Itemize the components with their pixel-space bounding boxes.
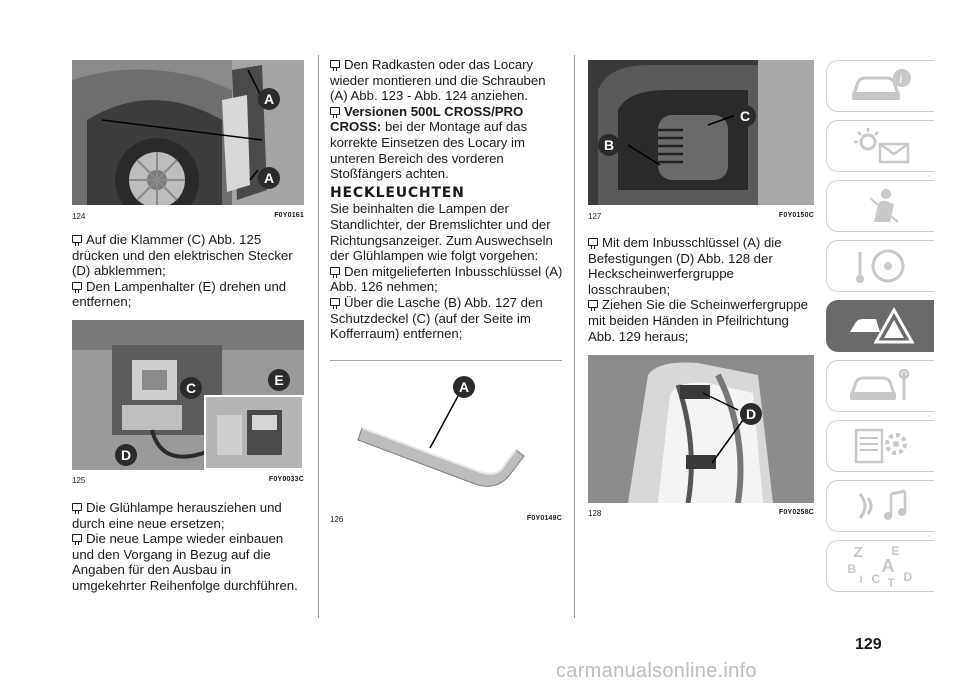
warning-lights-icon — [846, 126, 916, 166]
figure-126-image — [330, 368, 562, 508]
label-b: B — [598, 134, 620, 156]
index-letter: A — [881, 556, 895, 576]
step-paragraph: Den Lampenhalter (E) drehen und entfernen; — [72, 278, 287, 310]
watermark-text: carmanualsonline.info — [556, 660, 757, 682]
figure-code: F0Y0149C — [526, 515, 562, 522]
label-d: D — [115, 444, 137, 466]
step-paragraph: Die Glühlampe herausziehen und durch eine neue ersetzen; — [72, 500, 282, 531]
tab-car-info[interactable] — [826, 60, 934, 112]
step-paragraph: Die neue Lampe wieder einbauen und den Vorgang in Bezug auf die Angaben für den Ausbau in umgekehrter Reihenfolge durchführen. — [72, 531, 298, 593]
index-letter: I — [859, 574, 863, 586]
car-service-icon — [846, 366, 916, 406]
step-paragraph: Ziehen Sie die Scheinwerfergruppe mit beiden Händen in Pfeilrichtung Abb. 129 heraus; — [588, 297, 808, 344]
figure-124-image — [72, 60, 304, 205]
step-paragraph: Den mitgelieferten Inbusschlüssel (A) Abb. 126 nehmen; — [330, 263, 563, 295]
figure-127-image — [588, 60, 814, 205]
col2-text — [330, 57, 566, 342]
label-a: A — [453, 376, 475, 398]
chapter-tabs — [826, 60, 934, 600]
figure-number: 126 — [330, 515, 344, 524]
section-heading: HECKLEUCHTEN — [330, 184, 465, 201]
label-d: D — [740, 403, 762, 425]
index-letter: E — [891, 544, 900, 558]
tab-multimedia[interactable] — [826, 480, 934, 532]
step-bullet-icon — [72, 235, 82, 243]
figure-125-image — [72, 320, 304, 470]
index-letter: B — [847, 562, 857, 576]
car-info-icon — [846, 66, 916, 106]
steering-key-icon — [846, 246, 916, 286]
step-bullet-icon — [330, 107, 340, 115]
figure-divider — [330, 360, 562, 361]
label-a-bottom: A — [258, 167, 280, 189]
step-bullet-icon — [588, 300, 598, 308]
tab-safety[interactable] — [826, 180, 934, 232]
alphabetical-index-icon — [846, 544, 916, 588]
step-paragraph: Auf die Klammer (C) Abb. 125 drücken und den elektrischen Stecker (D) abklemmen; — [72, 232, 293, 279]
step-bullet-icon — [330, 267, 340, 275]
figure-126-caption — [330, 515, 562, 524]
index-letter: T — [887, 576, 895, 590]
figure-128-caption — [588, 509, 814, 518]
column-divider — [574, 55, 575, 618]
svg-text:i: i — [898, 72, 903, 86]
step-bullet-icon — [330, 298, 340, 306]
step-paragraph: Den Radkasten oder das Locary wieder montieren und die Schrauben (A) Abb. 123 - Abb. 124 anziehen. — [330, 57, 546, 104]
figure-128-image — [588, 355, 814, 503]
col1-text-top — [72, 232, 306, 310]
figure-code: F0Y0258C — [778, 509, 814, 516]
tab-maintenance[interactable] — [826, 360, 934, 412]
tab-alphabetical-index[interactable] — [826, 540, 934, 592]
label-a-top: A — [258, 88, 280, 110]
figure-124-caption — [72, 212, 304, 221]
step-paragraph: Über die Lasche (B) Abb. 127 den Schutzdeckel (C) (auf der Seite im Kofferraum) entfernen; — [330, 294, 543, 342]
col3-text — [588, 235, 816, 344]
column-divider — [318, 55, 319, 618]
figure-125-caption — [72, 476, 304, 485]
tab-starting-driving[interactable] — [826, 240, 934, 292]
step-bullet-icon — [72, 534, 82, 542]
index-letter: Z — [853, 544, 863, 561]
page-number: 129 — [855, 636, 882, 653]
col1-text-bottom — [72, 500, 306, 594]
label-e: E — [268, 369, 290, 391]
label-c: C — [180, 377, 202, 399]
step-bullet-icon — [72, 282, 82, 290]
body-paragraph: Sie beinhalten die Lampen der Standlichter, der Bremslichter und der Richtungsanzeiger. Zum Auswechseln der Glühlampen wie folgt vorgehen: — [330, 201, 553, 264]
tab-technical-data[interactable] — [826, 420, 934, 472]
figure-code: F0Y0161 — [274, 212, 304, 219]
figure-number: 128 — [588, 509, 602, 518]
index-letter: D — [903, 570, 913, 584]
tab-emergency[interactable] — [826, 300, 934, 352]
breakdown-triangle-icon — [846, 306, 916, 346]
figure-number: 125 — [72, 476, 86, 485]
label-c: C — [734, 105, 756, 127]
figure-number: 124 — [72, 212, 86, 221]
figure-127-caption — [588, 212, 814, 221]
technical-data-icon — [846, 426, 916, 466]
figure-number: 127 — [588, 212, 602, 221]
step-bullet-icon — [330, 60, 340, 68]
airbag-safety-icon — [846, 186, 916, 226]
step-bullet-icon — [72, 503, 82, 511]
step-paragraph: Mit dem Inbusschlüssel (A) die Befestigungen (D) Abb. 128 der Heckscheinwerfergruppe losschrauben; — [588, 235, 782, 297]
multimedia-icon — [846, 486, 916, 526]
figure-code: F0Y0150C — [778, 212, 814, 219]
step-paragraph: Versionen 500L CROSS/PRO CROSS: bei der Montage auf das korrekte Einsetzen des Locary im unteren Bereich des vorderen Stoßfängers achten. — [330, 103, 528, 182]
tab-warning-lights[interactable] — [826, 120, 934, 172]
step-bullet-icon — [588, 238, 598, 246]
index-letter: C — [871, 572, 881, 586]
figure-code: F0Y0033C — [268, 476, 304, 483]
